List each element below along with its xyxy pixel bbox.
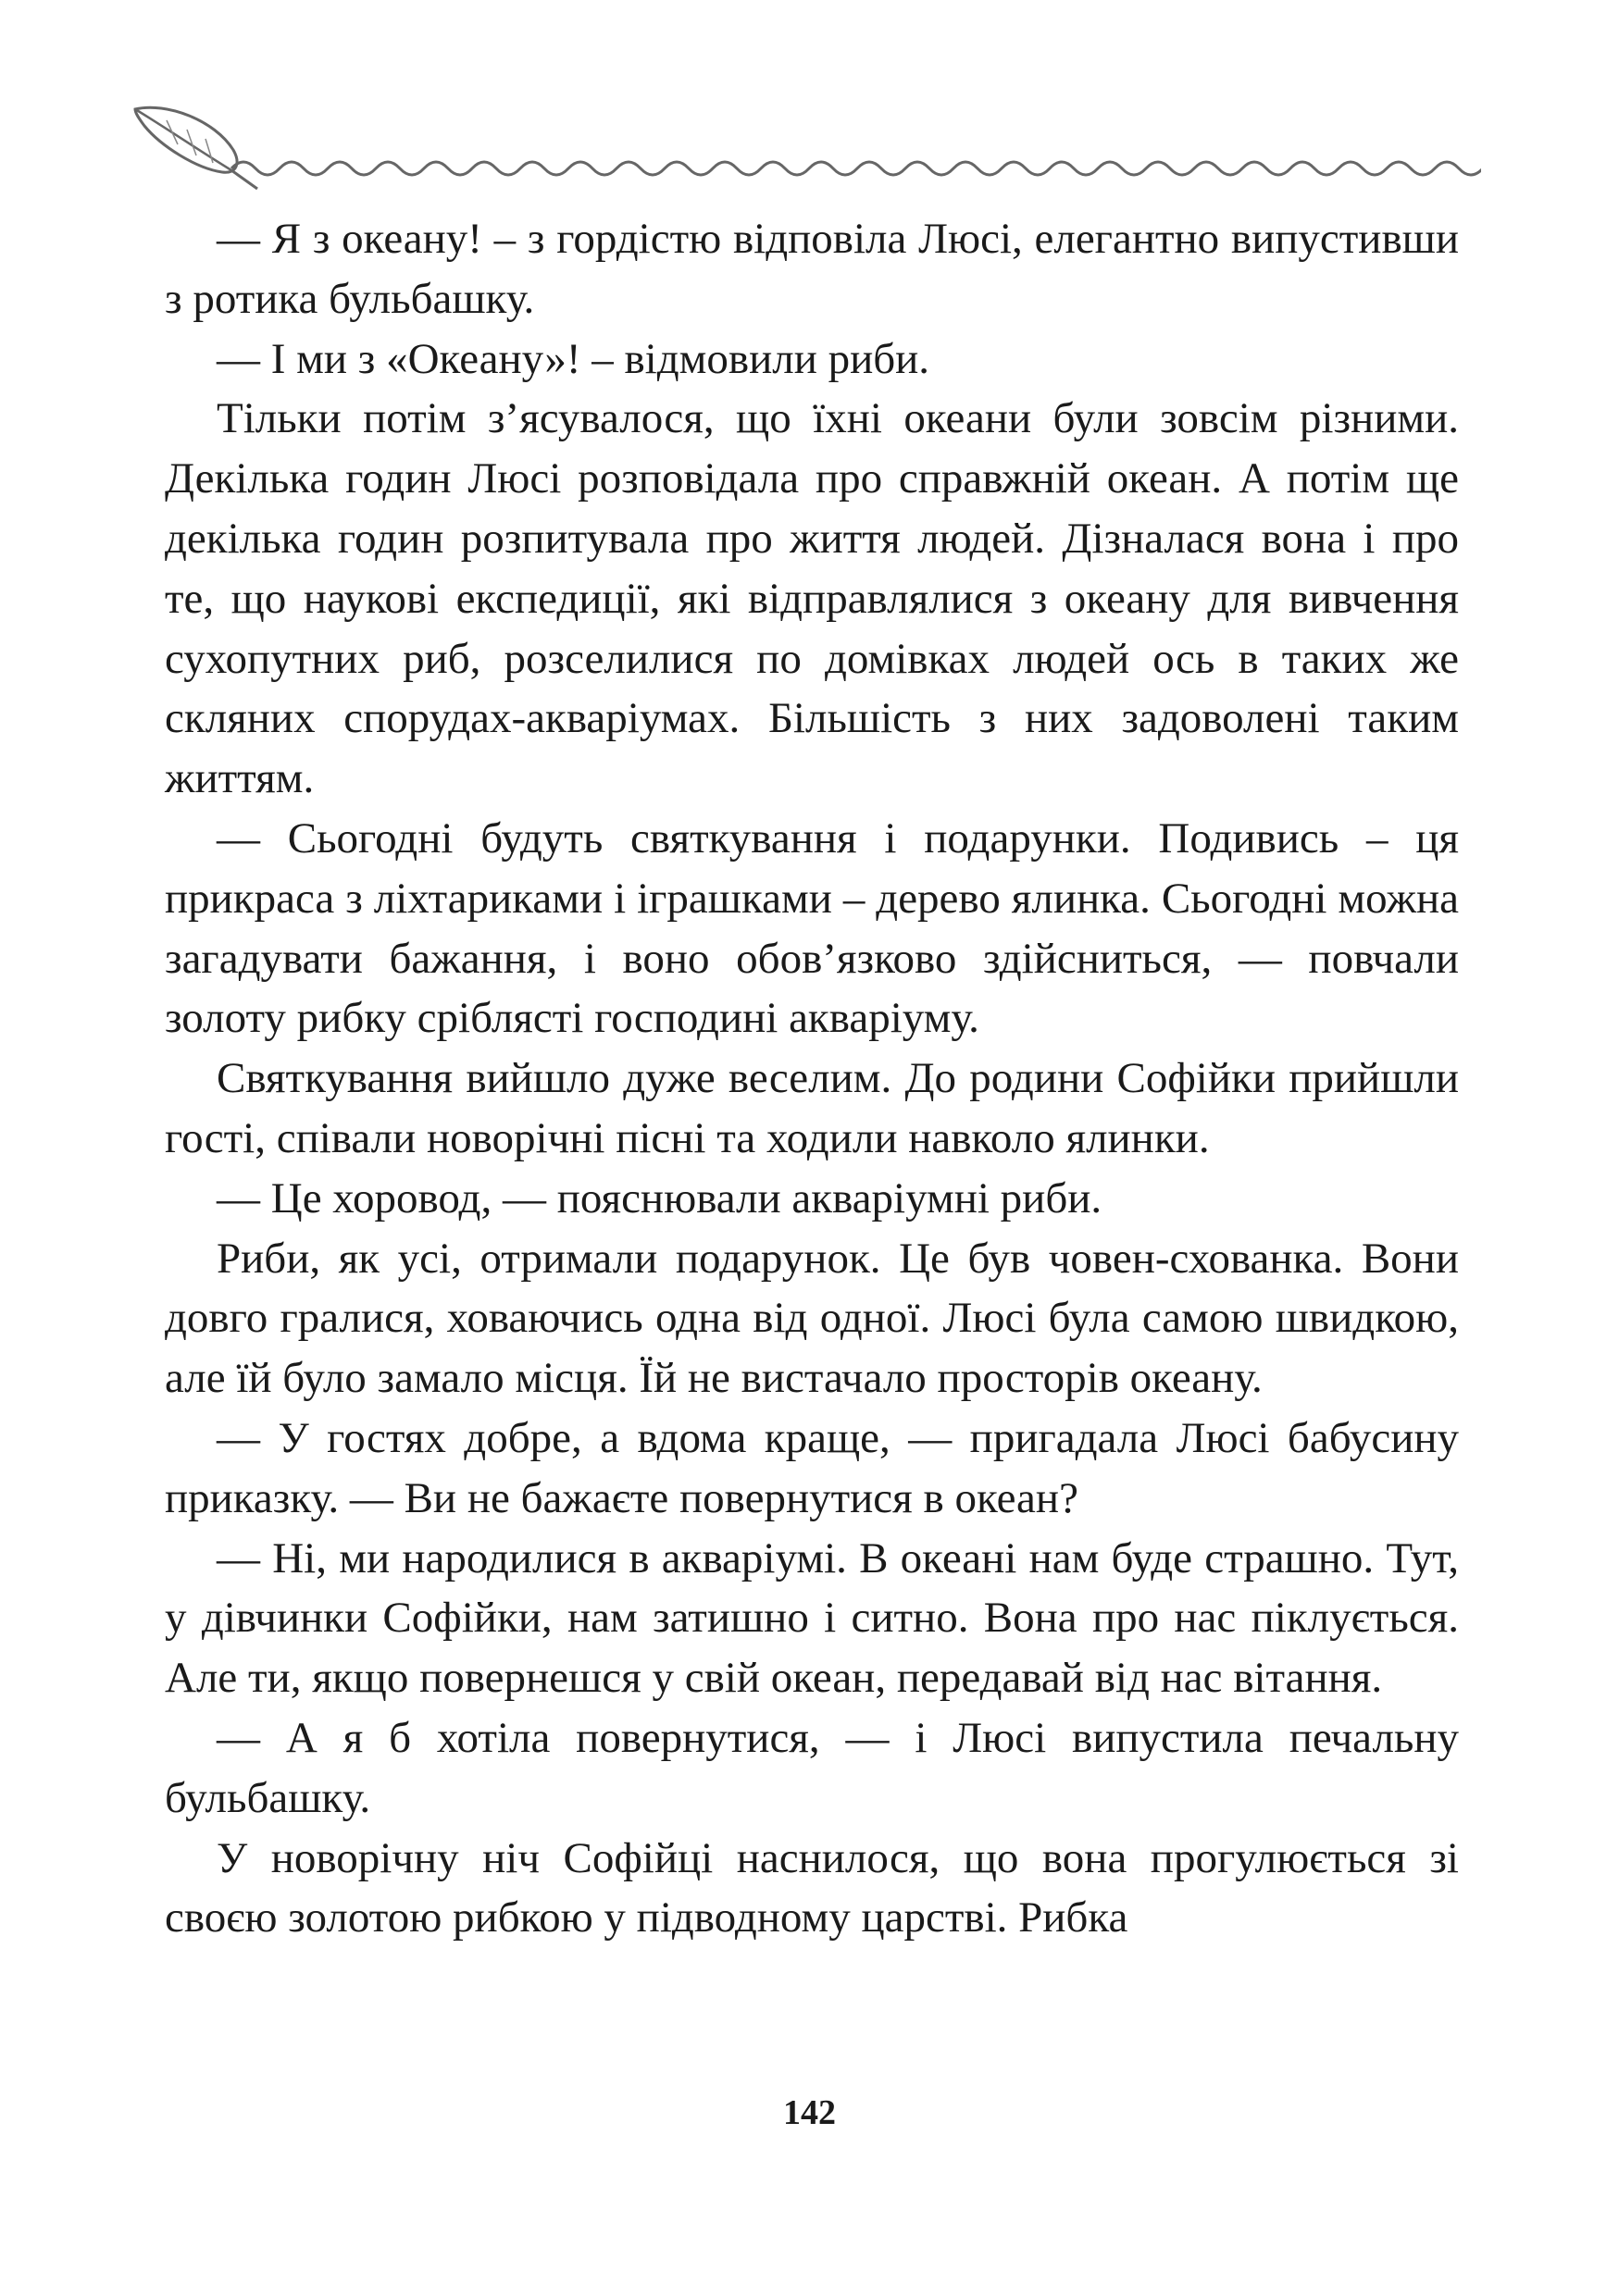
paragraph: — Це хоровод, — пояснювали акваріумні риби. [217, 1173, 1102, 1222]
paragraph: — І ми з «Океану»! – відмовили риби. [217, 334, 930, 383]
paragraph: Тільки потім з’ясувалося, що їхні океани були зовсім різними. Декілька годин Люсі розповідала про справжній океан. А потім ще декілька годин розпитувала про життя людей. Дізналася вона і про те, що наукові експедиції, які відправлялися з океану для вивчення сухопутних риб, розселилися по домівках людей ось в таких же скляних спорудах-акваріумах. Більшість з них задоволені таким життям. [165, 394, 1459, 803]
paragraph: — А я б хотіла повернутися, — і Люсі випустила печальну бульбашку. [165, 1713, 1459, 1822]
paragraph: — Я з океану! – з гордістю відповіла Люсі, елегантно випустивши з ротика бульбашку. [165, 215, 1459, 323]
feather-quill-icon [135, 107, 257, 189]
paragraph: Риби, як усі, отримали подарунок. Це був човен-схованка. Вони довго гралися, ховаючись одна від одної. Люсі була самою швидкою, але їй було замало місця. Їй не вистачало просторів океану. [165, 1234, 1459, 1403]
paragraph: — Ні, ми народилися в акваріумі. В океані нам буде страшно. Тут, у дівчинки Софійки, нам затишно і ситно. Вона про нас піклується. Але ти, якщо повернешся у свій океан, передавай від нас вітання. [165, 1533, 1459, 1703]
paragraph: — У гостях добре, а вдома краще, — пригадала Люсі бабусину приказку. — Ви не бажаєте повернутися в океан? [165, 1413, 1459, 1522]
paragraph: Святкування вийшло дуже веселим. До родини Софійки прийшли гості, співали новорічні пісні та ходили навколо ялинки. [165, 1054, 1459, 1162]
page-number: 142 [783, 2093, 836, 2132]
body-text [165, 209, 1459, 1948]
wavy-divider [231, 162, 1481, 175]
header-ornament [130, 93, 1481, 194]
paragraph: У новорічну ніч Софійці наснилося, що вона прогулюється зі своєю золотою рибкою у підводному царстві. Рибка [165, 1833, 1459, 1942]
paragraph: — Сьогодні будуть святкування і подарунки. Подивись – ця прикраса з ліхтариками і іграшками – дерево ялинка. Сьогодні можна загадувати бажання, і воно обов’язково здійсниться, — повчали золоту рибку сріблясті господині акваріуму. [165, 813, 1459, 1043]
